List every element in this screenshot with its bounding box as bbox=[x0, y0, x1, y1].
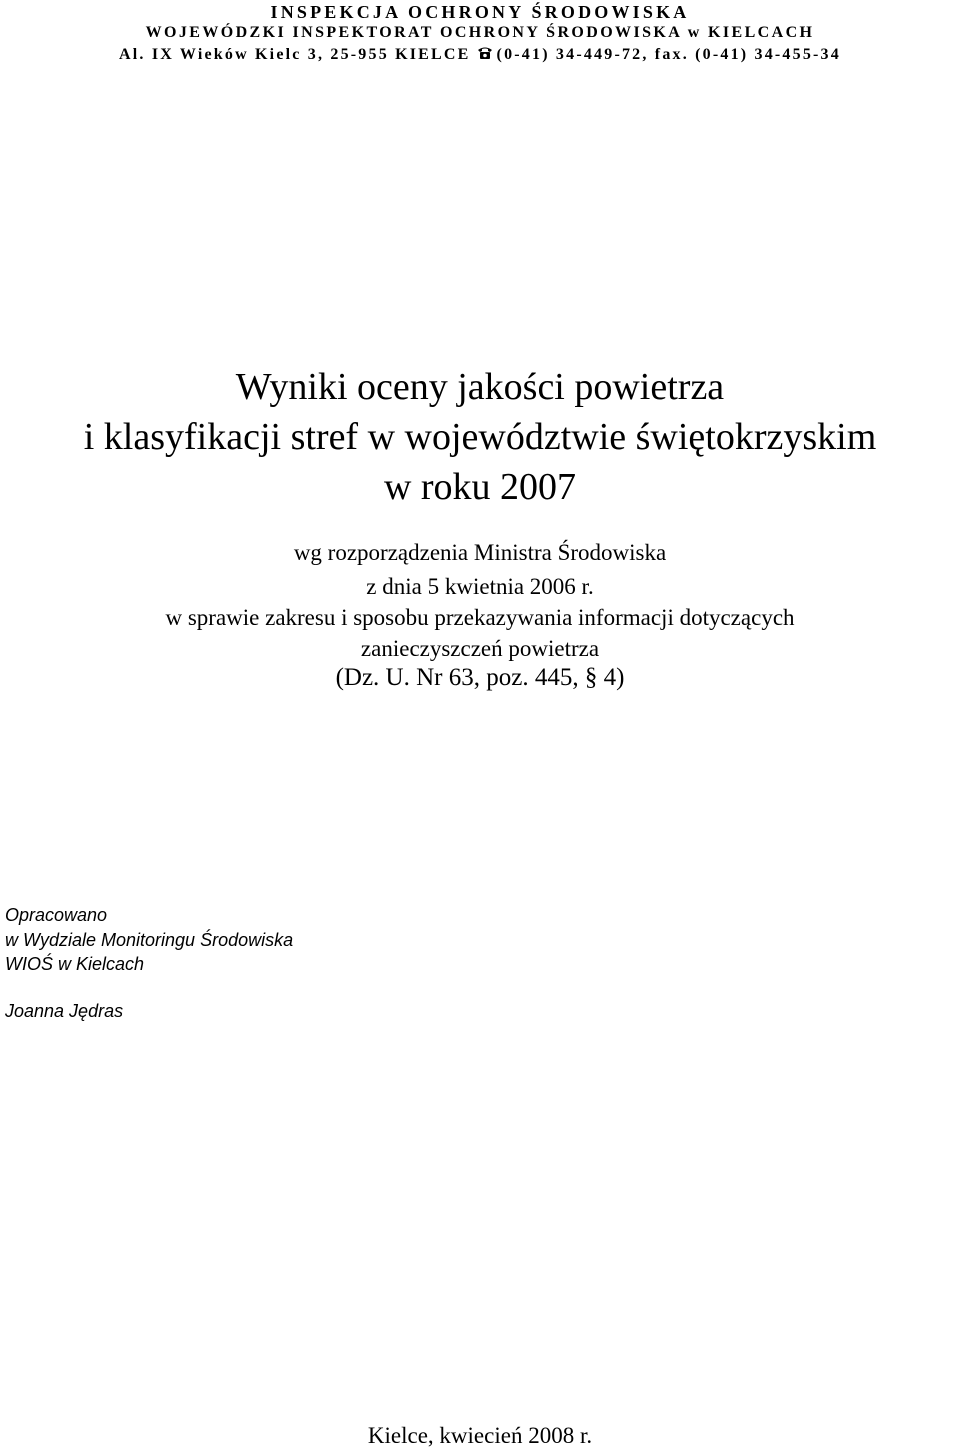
credits-author: Joanna Jędras bbox=[5, 1001, 124, 1021]
regulation-line-1: wg rozporządzenia Ministra Środowiska bbox=[293, 540, 667, 565]
phone-fax: (0-41) 34-449-72, fax. (0-41) 34-455-34 bbox=[496, 46, 841, 63]
title-line-2: i klasyfikacji stref w województwie świętokrzyskim bbox=[83, 416, 877, 458]
regulation-line-4: zanieczyszczeń powietrza bbox=[360, 636, 600, 661]
credits-office: WIOŚ w Kielcach bbox=[5, 954, 145, 974]
credits-prepared: Opracowano bbox=[5, 905, 108, 925]
phone-icon bbox=[477, 46, 493, 66]
title-line-1: Wyniki oceny jakości powietrza bbox=[235, 366, 725, 408]
credits-department: w Wydziale Monitoringu Środowiska bbox=[5, 930, 294, 950]
place-date: Kielce, kwiecień 2008 r. bbox=[367, 1423, 593, 1448]
regulation-reference: (Dz. U. Nr 63, poz. 445, § 4) bbox=[335, 664, 625, 691]
institution-name: INSPEKCJA OCHRONY ŚRODOWISKA bbox=[270, 2, 690, 22]
regulation-line-2: z dnia 5 kwietnia 2006 r. bbox=[366, 574, 594, 599]
contact-line bbox=[0, 45, 960, 66]
inspectorate-name: WOJEWÓDZKI INSPEKTORAT OCHRONY ŚRODOWISKA w KIELCACH bbox=[145, 24, 815, 41]
regulation-line-3: w sprawie zakresu i sposobu przekazywania informacji dotyczących bbox=[165, 605, 795, 630]
title-line-3: w roku 2007 bbox=[383, 466, 577, 508]
address: Al. IX Wieków Kielc 3, 25-955 KIELCE bbox=[119, 46, 471, 63]
